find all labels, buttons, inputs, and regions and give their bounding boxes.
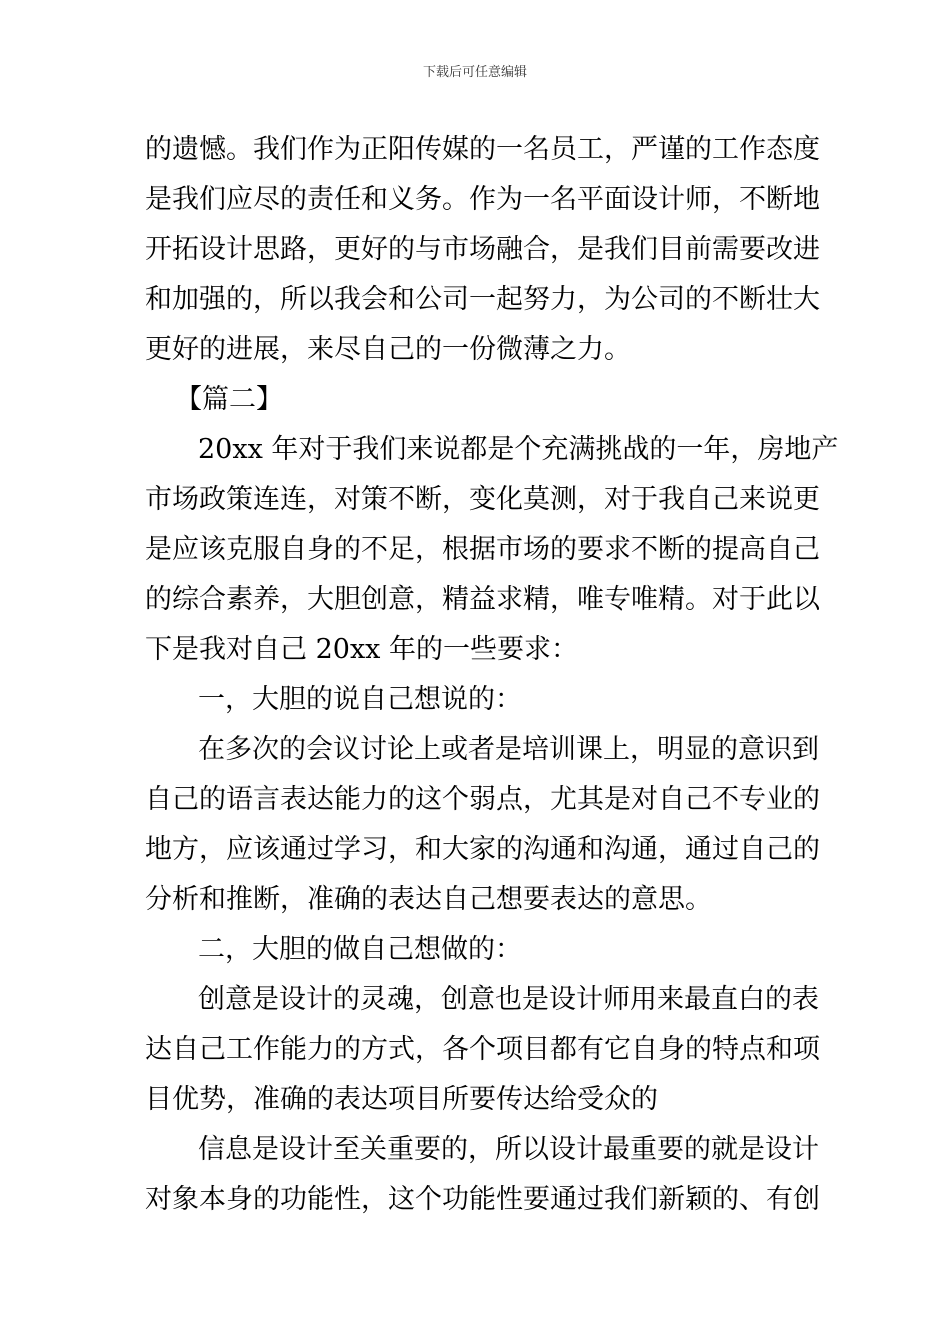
- paragraph-line: 在多次的会议讨论上或者是培训课上，明显的意识到: [198, 734, 819, 765]
- paragraph-line: 创意是设计的灵魂，创意也是设计师用来最直白的表: [198, 984, 819, 1015]
- paragraph-line: 更好的进展，来尽自己的一份微薄之力。: [145, 334, 631, 365]
- paragraph-line: 和加强的，所以我会和公司一起努力，为公司的不断壮大: [145, 284, 820, 315]
- paragraph-line: 的遗憾。我们作为正阳传媒的一名员工，严谨的工作态度: [145, 134, 820, 165]
- paragraph-line: 分析和推断，准确的表达自己想要表达的意思。: [145, 884, 712, 915]
- paragraph-line: 是我们应尽的责任和义务。作为一名平面设计师，不断地: [145, 184, 820, 215]
- paragraph-line: 自己的语言表达能力的这个弱点，尤其是对自己不专业的: [145, 784, 820, 815]
- paragraph-line: 地方，应该通过学习，和大家的沟通和沟通，通过自己的: [145, 834, 820, 865]
- list-heading: 一，大胆的说自己想说的：: [198, 684, 522, 715]
- list-heading: 二，大胆的做自己想做的：: [198, 934, 522, 965]
- page-header: 下载后可任意编辑: [422, 65, 527, 80]
- paragraph-line: 的综合素养，大胆创意，精益求精，唯专唯精。对于此以: [145, 584, 820, 615]
- paragraph-line: 是应该克服自身的不足，根据市场的要求不断的提高自己: [145, 534, 820, 565]
- paragraph-line: 市场政策连连，对策不断，变化莫测，对于我自己来说更: [145, 484, 820, 515]
- paragraph-line: 目优势，准确的表达项目所要传达给受众的: [145, 1084, 658, 1115]
- paragraph-line: 对象本身的功能性，这个功能性要通过我们新颖的、有创: [145, 1184, 820, 1215]
- paragraph-line: 达自己工作能力的方式，各个项目都有它自身的特点和项: [145, 1034, 820, 1065]
- section-heading: 【篇二】: [175, 384, 283, 415]
- paragraph-line: 20xx 年对于我们来说都是个充满挑战的一年，房地产: [198, 434, 839, 465]
- paragraph-line: 信息是设计至关重要的，所以设计最重要的就是设计: [198, 1134, 819, 1165]
- paragraph-line: 开拓设计思路，更好的与市场融合，是我们目前需要改进: [145, 234, 820, 265]
- paragraph-line: 下是我对自己 20xx 年的一些要求：: [145, 634, 578, 665]
